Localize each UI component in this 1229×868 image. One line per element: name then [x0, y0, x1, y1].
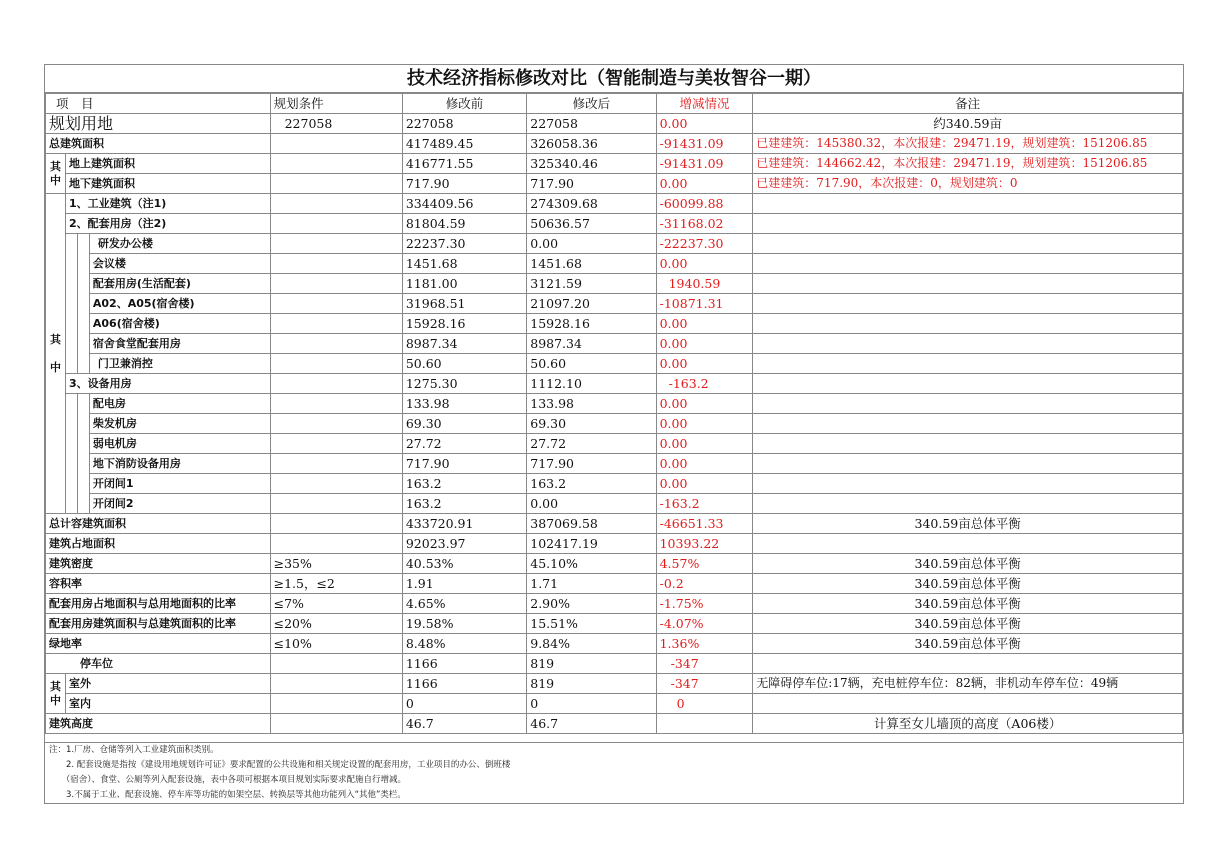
table-row: [46, 414, 1183, 434]
row-label: A02、A05(宿舍楼): [89, 294, 270, 314]
change-value: 0.00: [656, 454, 753, 474]
after-value: 274309.68: [527, 194, 656, 214]
remark-value: [753, 194, 1183, 214]
plan-value: [270, 654, 402, 674]
table-row: [46, 474, 1183, 494]
header-plan: 规划条件: [270, 94, 402, 114]
remark-value: [753, 374, 1183, 394]
change-value: -10871.31: [656, 294, 753, 314]
change-value: -46651.33: [656, 514, 753, 534]
table-row: [46, 654, 1183, 674]
table-row: [46, 274, 1183, 294]
remark-value: [753, 454, 1183, 474]
remark-value: 已建建筑：145380.32，本次报建：29471.19，规划建筑：151206.85: [753, 134, 1183, 154]
before-value: 19.58%: [402, 614, 526, 634]
remark-value: 已建建筑：717.90，本次报建：0，规划建筑：0: [753, 174, 1183, 194]
after-value: 1112.10: [527, 374, 656, 394]
side-label: 其 中: [46, 154, 66, 194]
row-label: 建筑密度: [46, 554, 271, 574]
table-row: [46, 614, 1183, 634]
indent-cell: [65, 394, 77, 514]
before-value: 163.2: [402, 494, 526, 514]
change-value: 0.00: [656, 394, 753, 414]
side-label: 其 中: [46, 194, 66, 514]
plan-value: [270, 494, 402, 514]
change-value: -91431.09: [656, 134, 753, 154]
footnote-line: （宿舍）、食堂、公厕等列入配套设施，表中各项可根据本项目规划实际要求配施自行增减。: [49, 775, 407, 785]
remark-value: [753, 474, 1183, 494]
row-label: 配套用房占地面积与总用地面积的比率: [46, 594, 271, 614]
table-row: [46, 554, 1183, 574]
change-value: -163.2: [656, 494, 753, 514]
before-value: 334409.56: [402, 194, 526, 214]
after-value: 326058.36: [527, 134, 656, 154]
table-row: [46, 634, 1183, 654]
before-value: 227058: [402, 114, 526, 134]
remark-value: [753, 254, 1183, 274]
header-item: 项 目: [46, 94, 271, 114]
after-value: 15.51%: [527, 614, 656, 634]
table-row: [46, 494, 1183, 514]
after-value: 15928.16: [527, 314, 656, 334]
before-value: 1.91: [402, 574, 526, 594]
change-value: -22237.30: [656, 234, 753, 254]
row-label: 配套用房建筑面积与总建筑面积的比率: [46, 614, 271, 634]
after-value: 3121.59: [527, 274, 656, 294]
table-row: [46, 234, 1183, 254]
table-row: [46, 114, 1183, 134]
row-label: 配电房: [89, 394, 270, 414]
change-value: [656, 714, 753, 734]
row-label: 绿地率: [46, 634, 271, 654]
change-value: 0.00: [656, 474, 753, 494]
plan-value: ≤7%: [270, 594, 402, 614]
table-row: [46, 254, 1183, 274]
plan-value: [270, 154, 402, 174]
plan-value: [270, 534, 402, 554]
change-value: -31168.02: [656, 214, 753, 234]
after-value: 2.90%: [527, 594, 656, 614]
change-value: -1.75%: [656, 594, 753, 614]
remark-value: 约340.59亩: [753, 114, 1183, 134]
remark-value: 已建建筑：144662.42，本次报建：29471.19，规划建筑：151206.85: [753, 154, 1183, 174]
change-value: -91431.09: [656, 154, 753, 174]
row-label: 规划用地: [46, 114, 271, 134]
remark-value: 340.59亩总体平衡: [753, 634, 1183, 654]
remark-value: 340.59亩总体平衡: [753, 554, 1183, 574]
table-row: [46, 354, 1183, 374]
before-value: 1275.30: [402, 374, 526, 394]
footnote-line: 2. 配套设施是指按《建设用地规划许可证》要求配置的公共设施和相关规定设置的配套用房，工业项目的办公、倒班楼: [49, 760, 511, 770]
plan-value: [270, 314, 402, 334]
footnotes: [45, 742, 1183, 804]
header-after: 修改后: [527, 94, 656, 114]
plan-value: [270, 394, 402, 414]
after-value: 325340.46: [527, 154, 656, 174]
after-value: 27.72: [527, 434, 656, 454]
row-label: 建筑高度: [46, 714, 271, 734]
before-value: 31968.51: [402, 294, 526, 314]
row-label: 研发办公楼: [89, 234, 270, 254]
row-label: 室外: [65, 674, 270, 694]
before-value: 40.53%: [402, 554, 526, 574]
table-row: [46, 714, 1183, 734]
header-change: 增减情况: [656, 94, 753, 114]
change-value: 0.00: [656, 334, 753, 354]
plan-value: [270, 274, 402, 294]
remark-value: 340.59亩总体平衡: [753, 574, 1183, 594]
table-row: [46, 334, 1183, 354]
plan-value: [270, 194, 402, 214]
remark-value: 340.59亩总体平衡: [753, 514, 1183, 534]
indent-cell: [77, 234, 89, 374]
change-value: 0: [656, 694, 753, 714]
after-value: 1.71: [527, 574, 656, 594]
table-row: [46, 174, 1183, 194]
plan-value: [270, 294, 402, 314]
row-label: 开闭间1: [89, 474, 270, 494]
plan-value: ≥35%: [270, 554, 402, 574]
change-value: 0.00: [656, 314, 753, 334]
change-value: -347: [656, 674, 753, 694]
footnote-line: 3.不属于工业、配套设施、停车库等功能的如架空层、转换层等其他功能列入“其他”类栏。: [49, 790, 406, 800]
before-value: 416771.55: [402, 154, 526, 174]
plan-value: [270, 434, 402, 454]
change-value: -0.2: [656, 574, 753, 594]
table-row: [46, 514, 1183, 534]
plan-value: [270, 334, 402, 354]
before-value: 133.98: [402, 394, 526, 414]
table-row: [46, 374, 1183, 394]
plan-value: [270, 354, 402, 374]
after-value: 227058: [527, 114, 656, 134]
plan-value: 227058: [270, 114, 402, 134]
change-value: 1940.59: [656, 274, 753, 294]
remark-value: [753, 334, 1183, 354]
indicator-table: [45, 93, 1183, 734]
remark-value: 340.59亩总体平衡: [753, 594, 1183, 614]
header-remark: 备注: [753, 94, 1183, 114]
before-value: 92023.97: [402, 534, 526, 554]
table-row: [46, 194, 1183, 214]
before-value: 717.90: [402, 454, 526, 474]
change-value: 0.00: [656, 174, 753, 194]
remark-value: [753, 354, 1183, 374]
plan-value: [270, 454, 402, 474]
remark-value: [753, 294, 1183, 314]
row-label: 地上建筑面积: [65, 154, 270, 174]
row-label: 容积率: [46, 574, 271, 594]
before-value: 8.48%: [402, 634, 526, 654]
plan-value: [270, 694, 402, 714]
remark-value: 计算至女儿墙顶的高度（A06楼）: [753, 714, 1183, 734]
after-value: 0: [527, 694, 656, 714]
table-row: [46, 594, 1183, 614]
change-value: 10393.22: [656, 534, 753, 554]
indicator-sheet: [44, 64, 1184, 804]
row-label: 地下消防设备用房: [89, 454, 270, 474]
header-before: 修改前: [402, 94, 526, 114]
plan-value: [270, 134, 402, 154]
before-value: 417489.45: [402, 134, 526, 154]
footnote-line: 注：1.厂房、仓储等列入工业建筑面积类别。: [49, 745, 219, 755]
plan-value: [270, 674, 402, 694]
remark-value: [753, 534, 1183, 554]
before-value: 22237.30: [402, 234, 526, 254]
plan-value: [270, 474, 402, 494]
table-row: [46, 534, 1183, 554]
after-value: 102417.19: [527, 534, 656, 554]
row-label: 总建筑面积: [46, 134, 271, 154]
remark-value: 无障碍停车位:17辆，充电桩停车位：82辆，非机动车停车位：49辆: [753, 674, 1183, 694]
plan-value: ≤10%: [270, 634, 402, 654]
after-value: 819: [527, 654, 656, 674]
before-value: 50.60: [402, 354, 526, 374]
after-value: 9.84%: [527, 634, 656, 654]
after-value: 0.00: [527, 234, 656, 254]
indent-cell: [77, 394, 89, 514]
remark-value: [753, 654, 1183, 674]
before-value: 433720.91: [402, 514, 526, 534]
row-label: 2、配套用房（注2): [65, 214, 270, 234]
before-value: 1451.68: [402, 254, 526, 274]
after-value: 69.30: [527, 414, 656, 434]
change-value: -60099.88: [656, 194, 753, 214]
row-label: 宿舍食堂配套用房: [89, 334, 270, 354]
before-value: 0: [402, 694, 526, 714]
plan-value: [270, 234, 402, 254]
plan-value: ≤20%: [270, 614, 402, 634]
side-label: 其 中: [46, 674, 66, 714]
remark-value: [753, 274, 1183, 294]
before-value: 81804.59: [402, 214, 526, 234]
after-value: 45.10%: [527, 554, 656, 574]
row-label: 柴发机房: [89, 414, 270, 434]
after-value: 46.7: [527, 714, 656, 734]
before-value: 717.90: [402, 174, 526, 194]
after-value: 50636.57: [527, 214, 656, 234]
remark-value: [753, 394, 1183, 414]
remark-value: [753, 694, 1183, 714]
plan-value: [270, 514, 402, 534]
plan-value: [270, 714, 402, 734]
plan-value: [270, 214, 402, 234]
plan-value: [270, 414, 402, 434]
before-value: 69.30: [402, 414, 526, 434]
before-value: 4.65%: [402, 594, 526, 614]
table-row: [46, 674, 1183, 694]
row-label: 门卫兼消控: [89, 354, 270, 374]
row-label: 开闭间2: [89, 494, 270, 514]
before-value: 1166: [402, 654, 526, 674]
plan-value: ≥1.5，≤2: [270, 574, 402, 594]
after-value: 387069.58: [527, 514, 656, 534]
change-value: 0.00: [656, 114, 753, 134]
table-row: [46, 694, 1183, 714]
change-value: -347: [656, 654, 753, 674]
table-row: [46, 454, 1183, 474]
row-label: 地下建筑面积: [65, 174, 270, 194]
remark-value: [753, 434, 1183, 454]
sheet-title: 技术经济指标修改对比（智能制造与美妆智谷一期）: [45, 65, 1183, 93]
row-label: A06(宿舍楼): [89, 314, 270, 334]
row-label: 1、工业建筑（注1): [65, 194, 270, 214]
plan-value: [270, 254, 402, 274]
header-row: [46, 94, 1183, 114]
table-row: [46, 154, 1183, 174]
after-value: 163.2: [527, 474, 656, 494]
change-value: -4.07%: [656, 614, 753, 634]
indent-cell: [65, 234, 77, 374]
before-value: 163.2: [402, 474, 526, 494]
remark-value: [753, 494, 1183, 514]
row-label: 停车位: [46, 654, 271, 674]
after-value: 819: [527, 674, 656, 694]
remark-value: [753, 234, 1183, 254]
after-value: 1451.68: [527, 254, 656, 274]
table-row: [46, 394, 1183, 414]
change-value: -163.2: [656, 374, 753, 394]
change-value: 4.57%: [656, 554, 753, 574]
after-value: 717.90: [527, 174, 656, 194]
row-label: 总计容建筑面积: [46, 514, 271, 534]
row-label: 建筑占地面积: [46, 534, 271, 554]
table-row: [46, 574, 1183, 594]
after-value: 8987.34: [527, 334, 656, 354]
remark-value: [753, 214, 1183, 234]
table-row: [46, 294, 1183, 314]
after-value: 133.98: [527, 394, 656, 414]
before-value: 1181.00: [402, 274, 526, 294]
table-row: [46, 434, 1183, 454]
after-value: 50.60: [527, 354, 656, 374]
table-row: [46, 214, 1183, 234]
before-value: 27.72: [402, 434, 526, 454]
after-value: 21097.20: [527, 294, 656, 314]
before-value: 1166: [402, 674, 526, 694]
change-value: 0.00: [656, 354, 753, 374]
remark-value: [753, 414, 1183, 434]
row-label: 会议楼: [89, 254, 270, 274]
after-value: 0.00: [527, 494, 656, 514]
table-row: [46, 134, 1183, 154]
row-label: 室内: [65, 694, 270, 714]
row-label: 弱电机房: [89, 434, 270, 454]
change-value: 0.00: [656, 434, 753, 454]
change-value: 0.00: [656, 254, 753, 274]
change-value: 1.36%: [656, 634, 753, 654]
remark-value: 340.59亩总体平衡: [753, 614, 1183, 634]
row-label: 3、设备用房: [65, 374, 270, 394]
row-label: 配套用房(生活配套): [89, 274, 270, 294]
before-value: 8987.34: [402, 334, 526, 354]
plan-value: [270, 374, 402, 394]
before-value: 15928.16: [402, 314, 526, 334]
plan-value: [270, 174, 402, 194]
change-value: 0.00: [656, 414, 753, 434]
before-value: 46.7: [402, 714, 526, 734]
after-value: 717.90: [527, 454, 656, 474]
table-row: [46, 314, 1183, 334]
remark-value: [753, 314, 1183, 334]
